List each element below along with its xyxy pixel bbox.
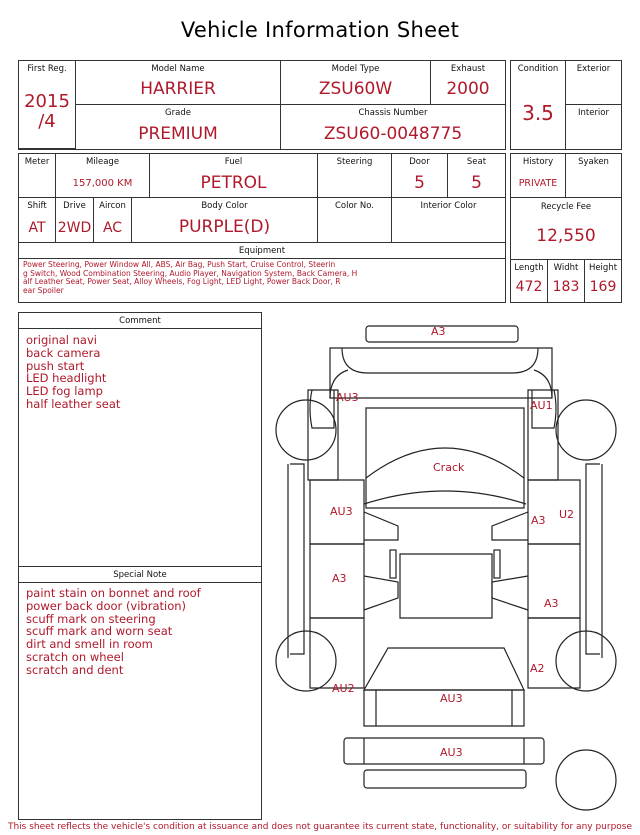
damage-mark: Crack bbox=[433, 461, 465, 474]
shift-value: AT bbox=[28, 220, 46, 236]
grade-value: PREMIUM bbox=[138, 124, 218, 144]
model-type-label: Model Type bbox=[331, 64, 380, 74]
aircon-cell bbox=[94, 198, 132, 243]
vehicle-details-table bbox=[18, 60, 506, 150]
drive-label: Drive bbox=[63, 201, 86, 211]
comment-item: LED fog lamp bbox=[26, 384, 103, 399]
comment-label: Comment bbox=[119, 316, 161, 326]
length-label: Length bbox=[514, 263, 544, 273]
damage-mark: AU3 bbox=[440, 692, 463, 705]
chassis-value: ZSU60-0048775 bbox=[323, 124, 463, 144]
grade-cell bbox=[76, 105, 281, 149]
damage-mark: AU1 bbox=[530, 399, 553, 412]
notes-panel bbox=[18, 312, 262, 820]
aircon-value: AC bbox=[102, 220, 123, 236]
first-reg-cell bbox=[19, 61, 76, 149]
door-label: Door bbox=[409, 157, 430, 167]
equipment-header bbox=[19, 243, 505, 259]
damage-mark: A3 bbox=[544, 597, 559, 610]
front-left-wheel bbox=[276, 400, 336, 460]
left-rear-quarter bbox=[310, 618, 364, 688]
interior-cell bbox=[566, 105, 621, 149]
special-note-item: paint stain on bonnet and roof bbox=[26, 586, 201, 600]
right-rear-quarter bbox=[528, 618, 580, 688]
first-reg-label: First Reg. bbox=[27, 64, 67, 74]
roof bbox=[400, 554, 492, 618]
equipment-list bbox=[23, 261, 503, 295]
grade-label: Grade bbox=[165, 108, 191, 118]
damage-mark: A3 bbox=[332, 572, 347, 585]
special-note-item: dirt and smell in room bbox=[26, 637, 153, 652]
mileage-label: Mileage bbox=[85, 157, 120, 167]
comment-item: push start bbox=[26, 358, 85, 373]
length-cell bbox=[511, 260, 548, 302]
color-no-cell bbox=[318, 198, 392, 243]
exhaust-cell bbox=[431, 61, 505, 105]
width-value: 183 bbox=[552, 279, 580, 295]
height-label: Height bbox=[588, 263, 618, 273]
fuel-label: Fuel bbox=[224, 157, 243, 167]
width-label: Widht bbox=[553, 263, 579, 273]
exhaust-value: 2000 bbox=[446, 79, 490, 99]
damage-mark: U2 bbox=[559, 508, 575, 521]
meter-cell bbox=[19, 154, 56, 198]
comment-item: half leather seat bbox=[26, 396, 121, 411]
model-type-cell bbox=[281, 61, 431, 105]
drive-value: 2WD bbox=[57, 220, 92, 236]
interior-color-cell bbox=[392, 198, 505, 243]
syaken-cell bbox=[566, 154, 621, 198]
damage-mark: A3 bbox=[431, 325, 446, 338]
equipment-line: alf Leather Seat, Power Seat, Alloy Wheels, Fog Light, LED Light, Power Back Door, R bbox=[23, 277, 341, 287]
length-value: 472 bbox=[515, 279, 543, 295]
drive-cell bbox=[56, 198, 94, 243]
exterior-label: Exterior bbox=[576, 64, 611, 74]
special-note-item: power back door (vibration) bbox=[26, 598, 187, 613]
side-table bbox=[510, 153, 622, 303]
mileage-cell bbox=[56, 154, 150, 198]
equipment-line: Power Steering, Power Window All, ABS, Air Bag, Push Start, Cruise Control, Steerin bbox=[23, 260, 336, 269]
steering-label: Steering bbox=[336, 157, 373, 167]
disclaimer-footer: This sheet reflects the vehicle's condition at issuance and does not guarantee its current state, functionality, or suitability for any purpose bbox=[7, 822, 633, 832]
seat-label: Seat bbox=[466, 157, 487, 167]
first-reg-year: 2015 bbox=[24, 91, 70, 112]
damage-mark: AU3 bbox=[330, 505, 353, 518]
aircon-label: Aircon bbox=[99, 201, 126, 211]
special-note-item: scuff mark and worn seat bbox=[26, 624, 173, 639]
recycle-fee-value: 12,550 bbox=[536, 226, 596, 246]
condition-label: Condition bbox=[517, 64, 559, 74]
rear-left-wheel bbox=[276, 631, 336, 691]
car-damage-diagram bbox=[268, 318, 622, 820]
exterior-cell bbox=[566, 61, 621, 105]
rear-glass bbox=[364, 648, 524, 690]
special-note-header bbox=[19, 566, 261, 583]
history-cell bbox=[511, 154, 566, 198]
steering-cell bbox=[318, 154, 392, 198]
height-value: 169 bbox=[589, 279, 617, 295]
comment-list bbox=[26, 334, 120, 411]
recycle-fee-label: Recycle Fee bbox=[540, 202, 592, 212]
door-cell bbox=[392, 154, 448, 198]
comment-item: back camera bbox=[26, 345, 101, 360]
condition-value: 3.5 bbox=[522, 101, 554, 125]
damage-mark: A3 bbox=[531, 514, 546, 527]
windshield bbox=[366, 408, 524, 508]
condition-table bbox=[510, 60, 622, 150]
history-label: History bbox=[522, 157, 554, 167]
model-type-value: ZSU60W bbox=[318, 79, 393, 99]
comment-item: LED headlight bbox=[26, 371, 107, 386]
first-reg-month: /4 bbox=[38, 111, 56, 132]
special-note-item: scuff mark on steering bbox=[26, 611, 156, 626]
special-note-item: scratch and dent bbox=[26, 662, 124, 677]
model-name-value: HARRIER bbox=[140, 79, 216, 99]
condition-cell bbox=[511, 61, 566, 149]
body-color-value: PURPLE(D) bbox=[178, 217, 271, 237]
rear-step bbox=[364, 770, 526, 788]
special-note-item: scratch on wheel bbox=[26, 649, 124, 664]
syaken-label: Syaken bbox=[578, 157, 609, 167]
model-name-cell bbox=[76, 61, 281, 105]
door-value: 5 bbox=[414, 173, 425, 193]
spare-wheel bbox=[556, 750, 616, 810]
fuel-value: PETROL bbox=[200, 173, 267, 193]
front-right-wheel bbox=[556, 400, 616, 460]
sheet-title: Vehicle Information Sheet bbox=[180, 18, 460, 42]
width-cell bbox=[548, 260, 585, 302]
comment-item: original navi bbox=[26, 333, 97, 347]
model-name-label: Model Name bbox=[151, 64, 205, 74]
meter-label: Meter bbox=[24, 157, 50, 167]
fuel-cell bbox=[150, 154, 318, 198]
shift-cell bbox=[19, 198, 56, 243]
comment-header bbox=[19, 313, 261, 329]
body-color-label: Body Color bbox=[201, 201, 248, 211]
special-note-list bbox=[26, 587, 201, 677]
damage-mark: AU3 bbox=[336, 391, 359, 404]
interior-color-label: Interior Color bbox=[420, 201, 477, 211]
exhaust-label: Exhaust bbox=[450, 64, 486, 74]
color-no-label: Color No. bbox=[334, 201, 374, 211]
special-note-label: Special Note bbox=[113, 570, 167, 580]
damage-mark: A2 bbox=[530, 662, 545, 675]
equipment-line: ear Spoiler bbox=[23, 285, 64, 295]
equipment-label: Equipment bbox=[238, 246, 286, 256]
history-value: PRIVATE bbox=[518, 178, 558, 189]
body-color-cell bbox=[132, 198, 318, 243]
seat-cell bbox=[448, 154, 505, 198]
mileage-value: 157,000 KM bbox=[72, 178, 133, 189]
recycle-fee-cell bbox=[511, 198, 621, 260]
chassis-label: Chassis Number bbox=[358, 108, 428, 118]
shift-label: Shift bbox=[27, 201, 47, 211]
interior-label: Interior bbox=[577, 108, 609, 118]
damage-mark: AU3 bbox=[440, 746, 463, 759]
seat-value: 5 bbox=[471, 173, 482, 193]
height-cell bbox=[585, 260, 621, 302]
chassis-cell bbox=[281, 105, 505, 149]
equipment-line: g Switch, Wood Combination Steering, Audio Player, Navigation System, Back Camera, H bbox=[23, 268, 358, 278]
damage-mark: AU2 bbox=[332, 682, 355, 695]
specs-table bbox=[18, 153, 506, 303]
